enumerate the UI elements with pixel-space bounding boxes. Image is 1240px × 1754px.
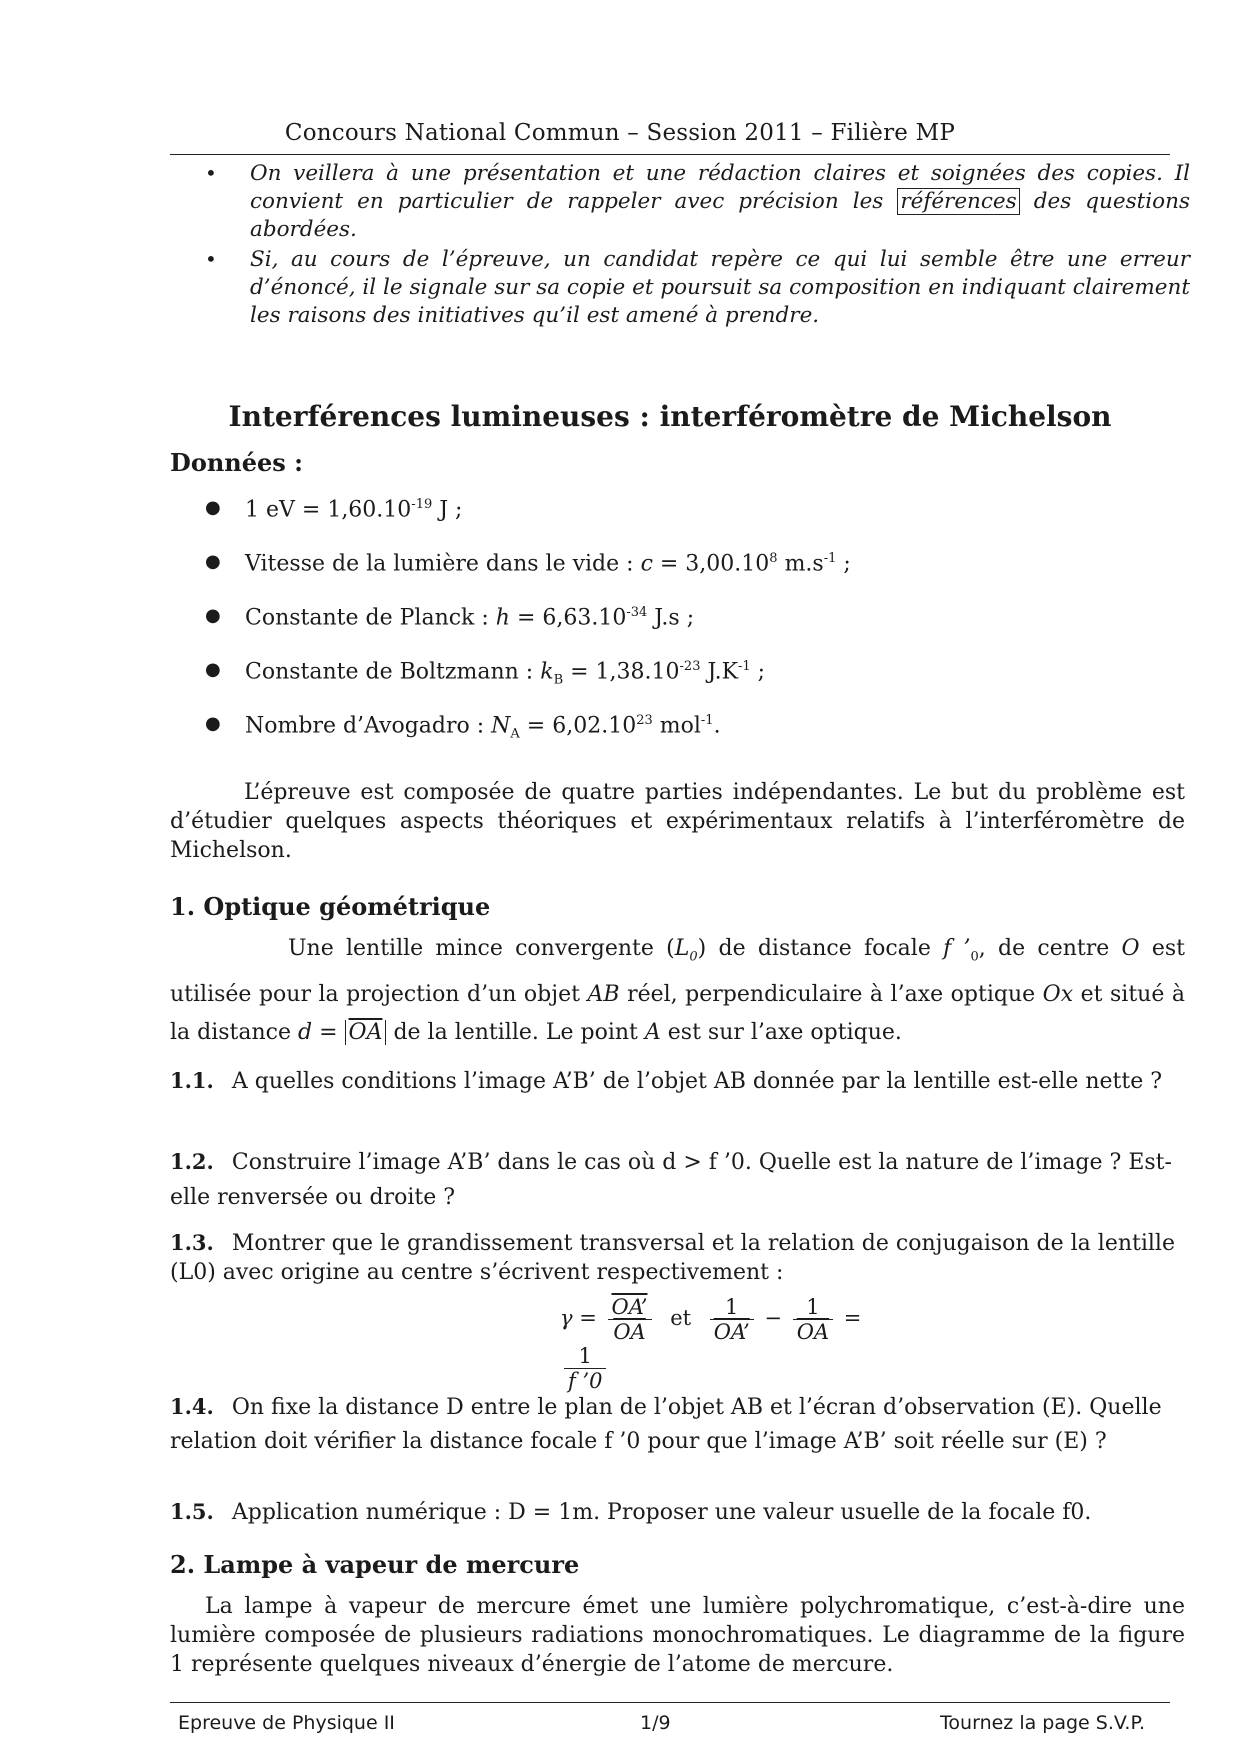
data-symbol: N	[491, 713, 511, 739]
para-sub: 0	[689, 949, 698, 965]
data-text: J.s ;	[647, 605, 695, 631]
bullet-icon: ●	[205, 713, 221, 734]
para-symbol: A	[644, 1020, 661, 1046]
para-symbol: d	[298, 1020, 313, 1046]
data-item	[205, 659, 1105, 713]
data-exp: -1	[738, 659, 751, 674]
fraction-denominator: OA	[613, 1320, 646, 1344]
data-unit: J.K	[700, 659, 739, 685]
data-text: ;	[750, 659, 766, 685]
data-text: 1 eV = 1,60.10	[245, 497, 412, 523]
instruction-text: On veillera à une présentation et une rédaction claires et soignées des copies. Il convient en particulier de rappeler avec précision les	[250, 161, 1190, 214]
problem-title: Interférences lumineuses : interféromètre de Michelson	[228, 400, 1112, 433]
fraction-numerator: 1	[793, 1295, 833, 1320]
para-text: ) de distance focale	[697, 936, 944, 961]
data-text: Constante de Boltzmann :	[245, 659, 541, 685]
formula-equals: =	[843, 1306, 862, 1330]
data-unit: m.s	[777, 551, 824, 577]
donnees-list	[205, 497, 1105, 767]
question-text: Construire l’image A’B’ dans le cas où d > f ’0. Quelle est la nature de l’image ? Est-elle renversée ou droite ?	[170, 1150, 1172, 1210]
data-sub: B	[553, 672, 564, 688]
fraction	[710, 1295, 754, 1344]
data-text: Vitesse de la lumière dans le vide :	[245, 551, 641, 577]
footer-left: Epreuve de Physique II	[178, 1712, 395, 1734]
data-sub: A	[510, 726, 520, 742]
header-rule	[170, 154, 1170, 155]
fraction-numerator: OA’	[608, 1295, 652, 1320]
instruction-item	[205, 160, 1190, 244]
data-text: Constante de Planck :	[245, 605, 496, 631]
question-text: A quelles conditions l’image A’B’ de l’objet AB donnée par la lentille est-elle nette ?	[231, 1069, 1163, 1094]
para-text: Une lentille mince convergente (	[288, 936, 675, 961]
question-number: 1.4.	[170, 1394, 214, 1419]
intro-paragraph: L’épreuve est composée de quatre parties indépendantes. Le but du problème est d’étudier quelques aspects théoriques et expérimentaux relatifs à l’interféromètre de Michelson.	[170, 780, 1185, 863]
footer-right: Tournez la page S.V.P.	[940, 1712, 1145, 1734]
instructions-list	[205, 160, 1190, 330]
formula-et: et	[670, 1306, 692, 1330]
bullet-icon: ●	[205, 497, 221, 518]
data-text: J ;	[432, 497, 463, 523]
fraction	[608, 1295, 652, 1344]
fraction-denominator: f ’0	[568, 1369, 603, 1393]
question-1-4	[170, 1390, 1185, 1459]
question-number: 1.5.	[170, 1499, 214, 1524]
para-symbol: f ’	[943, 936, 971, 961]
data-exp: -23	[679, 659, 701, 674]
data-unit: mol	[652, 713, 701, 739]
data-exp: -1	[700, 713, 714, 728]
conjugation-formula	[560, 1295, 900, 1393]
question-1-3	[170, 1228, 1185, 1287]
section1-heading: 1. Optique géométrique	[170, 892, 491, 921]
para-symbol: O	[1121, 936, 1140, 961]
para-symbol: AB	[587, 982, 620, 1008]
question-number: 1.1.	[170, 1068, 214, 1093]
para-text: et situé à la distance	[170, 982, 1186, 1046]
bullet-icon: ●	[205, 551, 221, 572]
para-symbol: $\overline{OA}$	[348, 1020, 383, 1046]
question-text: Montrer que le grandissement transversal et la relation de conjugaison de la lentille (L0) avec origine au centre s’écrivent respectivement :	[170, 1231, 1175, 1285]
fraction-denominator: OA’	[713, 1320, 750, 1344]
footer-page-number: 1/9	[640, 1712, 671, 1734]
question-text: On fixe la distance D entre le plan de l’objet AB et l’écran d’observation (E). Quelle relation doit vérifier la distance focale f ’0 pour que l’image A’B’ soit réelle sur (E) ?	[170, 1395, 1162, 1454]
instruction-text: Si, au cours de l’épreuve, un candidat repère ce qui lui semble être une erreur d’énoncé, il le signale sur sa copie et poursuit sa composition en indiquant clairement les raisons des initiatives qu’il est amené à prendre.	[250, 247, 1190, 328]
para-text: réel, perpendiculaire à l’axe optique	[619, 982, 1043, 1008]
fraction-numerator: 1	[710, 1295, 754, 1320]
data-text: ;	[836, 551, 851, 577]
data-text: Nombre d’Avogadro :	[245, 713, 492, 739]
data-exp: 23	[636, 713, 653, 728]
question-1-5	[170, 1497, 1185, 1527]
data-symbol: k	[540, 659, 554, 685]
question-number: 1.2.	[170, 1149, 214, 1174]
donnees-heading: Données :	[170, 448, 303, 477]
para-symbol: L	[674, 936, 690, 961]
section2-paragraph: La lampe à vapeur de mercure émet une lumière polychromatique, c’est-à-dire une lumière composée de plusieurs radiations monochromatiques. Le diagramme de la figure 1 représente quelques niveaux d’énergie de l’atome de mercure.	[170, 1594, 1185, 1677]
formula-gamma: γ =	[560, 1306, 597, 1330]
para-sub: 0	[970, 949, 979, 965]
data-item	[205, 605, 1105, 659]
formula-minus: −	[764, 1306, 783, 1330]
para-text: =	[312, 1020, 345, 1046]
data-symbol: h	[495, 605, 510, 631]
footer-rule	[170, 1702, 1170, 1703]
para-text: est utilisée pour la projection d’un objet	[170, 936, 1185, 1008]
bullet-icon: •	[205, 161, 217, 185]
question-number: 1.3.	[170, 1230, 214, 1255]
question-1-1	[170, 1066, 1185, 1096]
page-header: Concours National Commun – Session 2011 – Filière MP	[284, 120, 956, 146]
section2-heading: 2. Lampe à vapeur de mercure	[170, 1550, 580, 1579]
boxed-word: références	[897, 188, 1019, 215]
data-item	[205, 713, 1105, 767]
abs-value	[345, 1020, 387, 1045]
para-text: est sur l’axe optique.	[660, 1020, 902, 1046]
data-text: = 6,63.10	[509, 605, 627, 631]
question-text: Application numérique : D = 1m. Proposer une valeur usuelle de la focale f0.	[231, 1500, 1092, 1525]
bullet-icon: ●	[205, 659, 221, 680]
para-text: , de centre	[978, 936, 1122, 961]
data-text: = 1,38.10	[563, 659, 680, 685]
data-exp: 8	[769, 551, 778, 566]
fraction-numerator: 1	[564, 1344, 606, 1369]
fraction	[793, 1295, 833, 1344]
fraction	[564, 1344, 606, 1393]
data-text: .	[713, 713, 721, 739]
section1-paragraph	[170, 930, 1185, 1052]
data-exp: -1	[823, 551, 837, 566]
para-text: de la lentille. Le point	[386, 1020, 645, 1046]
bullet-icon: ●	[205, 605, 221, 626]
bullet-icon: •	[205, 247, 217, 271]
data-exp: -19	[411, 497, 433, 512]
instruction-text: des questions abordées.	[250, 189, 1190, 242]
instruction-item	[205, 246, 1190, 330]
fraction-denominator: OA	[796, 1320, 830, 1344]
data-symbol: c	[640, 551, 653, 577]
data-item	[205, 551, 1105, 605]
para-symbol: Ox	[1042, 982, 1074, 1008]
data-item	[205, 497, 1105, 551]
data-text: = 3,00.10	[652, 551, 770, 577]
data-text: = 6,02.10	[519, 713, 637, 739]
data-exp: -34	[626, 605, 648, 620]
question-1-2	[170, 1144, 1185, 1215]
